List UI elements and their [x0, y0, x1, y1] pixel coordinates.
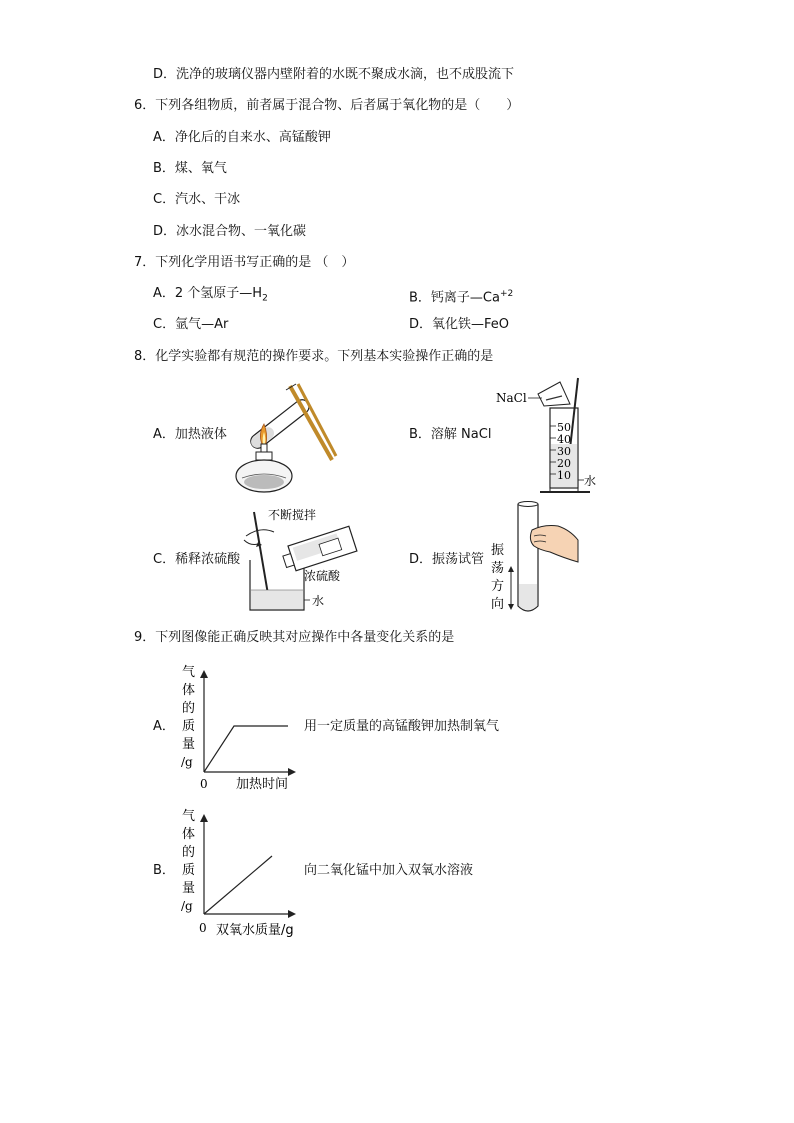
q9-option-b-label: B． [153, 863, 175, 878]
q7-option-a: A．2 个氢原子$—H_2$ [153, 286, 268, 304]
q8-option-b: B．溶解 NaCl [409, 427, 492, 442]
graph-a-ylabel-5: 量 [182, 737, 196, 752]
q6-option-d: D．冰水混合物、一氧化碳 [153, 224, 307, 239]
tick-50: 50 [557, 421, 571, 434]
q9-graph-a [176, 660, 312, 796]
shake-char-3: 方 [491, 579, 505, 594]
graph-a-ylabel-6: /g [181, 755, 193, 769]
shake-char-1: 振 [491, 543, 505, 558]
shake-char-2: 荡 [491, 561, 505, 576]
q9-option-b-desc: 向二氧化锰中加入双氧水溶液 [304, 863, 474, 878]
water-label-c: 水 [312, 594, 325, 608]
q9-option-a-label: A． [153, 719, 175, 734]
graph-b-ylabel-1: 气 [182, 809, 196, 824]
stir-label: 不断搅拌 [268, 508, 317, 522]
q8-option-a: A．加热液体 [153, 427, 227, 442]
nacl-label: NaCl [496, 391, 527, 405]
q7-option-c: C．氩气—Ar [153, 317, 229, 332]
graph-a-ylabel-1: 气 [182, 665, 196, 680]
dissolve-nacl-figure [494, 374, 606, 498]
tick-40: 40 [557, 433, 571, 446]
shake-char-4: 向 [491, 597, 505, 612]
graph-a-origin: 0 [200, 777, 208, 791]
q6-option-a: A．净化后的自来水、高锰酸钾 [153, 130, 331, 145]
q8-stem: 8．化学实验都有规范的操作要求。下列基本实验操作正确的是 [134, 349, 494, 364]
tick-30: 30 [557, 445, 571, 458]
q7-option-d: D．氧化铁—FeO [409, 317, 510, 332]
tick-10: 10 [557, 469, 571, 482]
graph-a-ylabel-4: 质 [182, 719, 196, 734]
q8-option-d: D．振荡试管 [409, 552, 485, 567]
q6-stem: 6．下列各组物质，前者属于混合物、后者属于氧化物的是（ ） [134, 98, 520, 113]
q6-option-b: B．煤、氧气 [153, 161, 227, 176]
q9-graph-b [176, 804, 312, 944]
graph-b-ylabel-6: /g [181, 899, 193, 913]
q5-option-d: D．洗净的玻璃仪器内壁附着的水既不聚成水滴，也不成股流下 [153, 67, 515, 82]
water-label-b: 水 [584, 474, 597, 488]
graph-b-ylabel-3: 的 [182, 845, 196, 860]
tick-20: 20 [557, 457, 571, 470]
graph-b-ylabel-2: 体 [182, 827, 196, 842]
heating-liquid-figure [228, 378, 340, 494]
graph-a-ylabel-3: 的 [182, 701, 196, 716]
graph-b-ylabel-5: 量 [182, 881, 196, 896]
q8-option-c: C．稀释浓硫酸 [153, 552, 241, 567]
shake-tube-figure [488, 500, 580, 618]
graph-b-origin: 0 [199, 921, 207, 935]
q7-option-b: B．钙离子$—Ca^{+2}$ [409, 289, 514, 306]
acid-label: 浓硫酸 [304, 569, 341, 583]
graph-a-ylabel-2: 体 [182, 683, 196, 698]
graph-b-ylabel-4: 质 [182, 863, 196, 878]
q9-option-a-desc: 用一定质量的高锰酸钾加热制氧气 [304, 719, 500, 734]
q7-stem: 7．下列化学用语书写正确的是 （ ） [134, 255, 355, 270]
q6-option-c: C．汽水、干冰 [153, 192, 241, 207]
graph-b-xlabel: 双氧水质量/g [216, 923, 294, 938]
q9-stem: 9．下列图像能正确反映其对应操作中各量变化关系的是 [134, 630, 455, 645]
dilute-acid-figure [240, 502, 390, 616]
graph-a-xlabel: 加热时间 [236, 777, 289, 792]
